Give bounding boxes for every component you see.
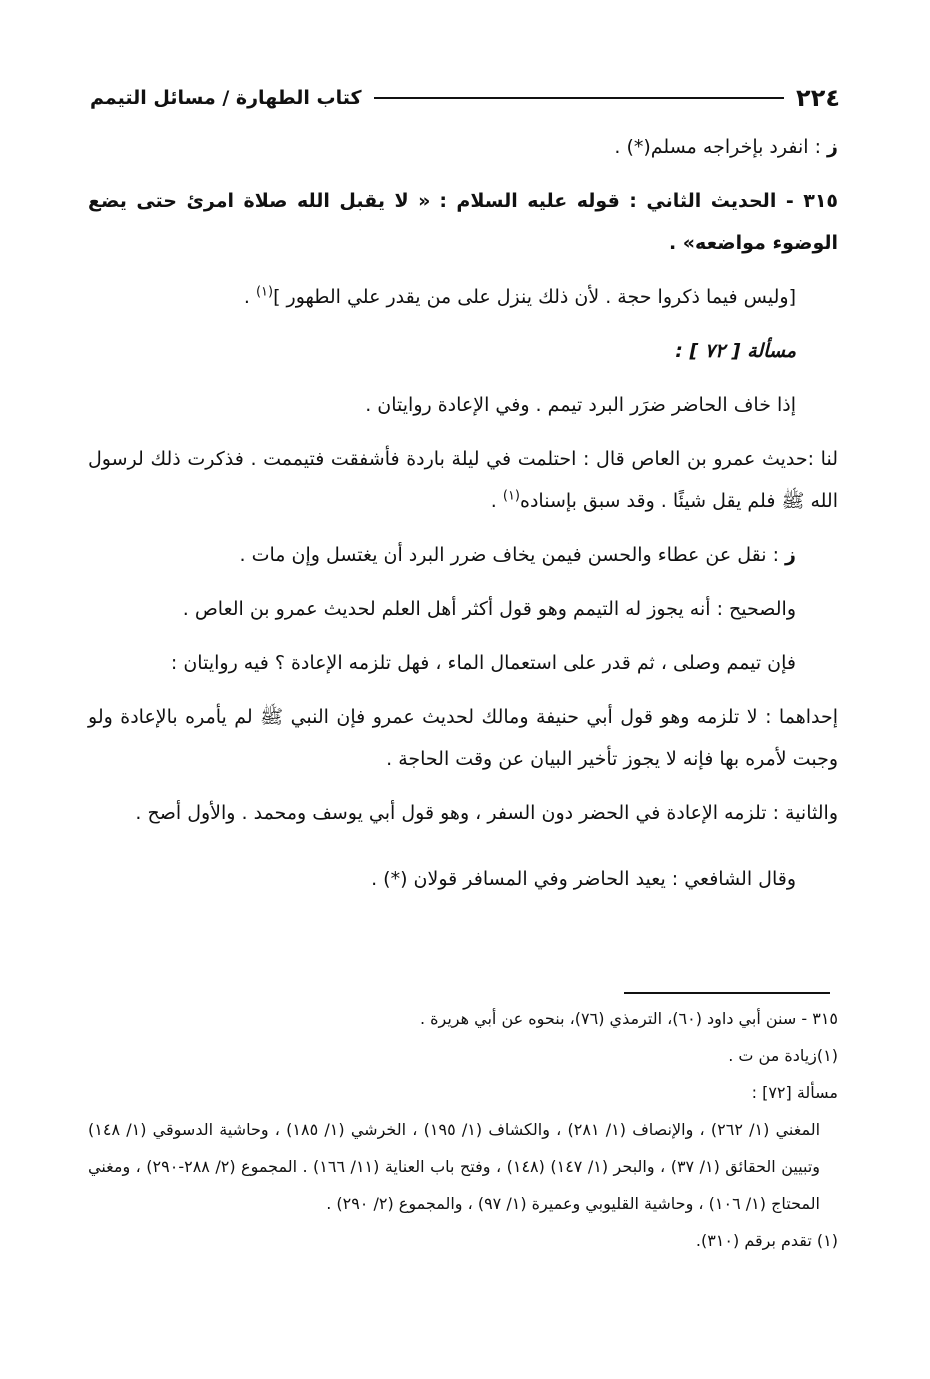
hadith-text: « لا يقبل الله صلاة امرئ حتى يضع الوضوء مواضعه» . (88, 190, 838, 254)
paragraph-narrator-report (88, 528, 838, 582)
footnote-ref: (١) (502, 488, 520, 504)
paragraph-hadith-315 (88, 174, 838, 270)
footnote-issue-references: المغني (١/ ٢٦٢) ، والإنصاف (١/ ٢٨١) ، والكشاف (١/ ١٩٥) ، الخرشي (١/ ١٨٥) ، وحاشية الدسوقي (١/ ١٤٨) وتبيين الحقائق (١/ ٣٧) ، والبحر (١/ ١٤٧) (١٤٨) ، وفتح باب العناية (١١/ ١٦٦) . المجموع (٢/ ٢٨٨-٢٩٠) ، ومغني المحتاج (١/ ١٠٦) ، وحاشية القليوبي وعميرة (١/ ٩٧) ، والمجموع (٢/ ٢٩٠) . (88, 1120, 821, 1213)
footnote-separator (624, 992, 830, 994)
paragraph-issue-statement (88, 378, 838, 432)
paragraph-addition (88, 270, 838, 324)
issue-heading: مسألة [ ٧٢ ] : (675, 340, 796, 362)
running-header (90, 78, 840, 118)
paragraph-text: : نقل عن عطاء والحسن فيمن يخاف ضرر البرد أن يغتسل وإن مات . (239, 544, 779, 566)
paragraph-tail: . (243, 286, 256, 308)
paragraph-text: والثانية : تلزمه الإعادة في الحضر دون السفر ، وهو قول أبي يوسف ومحمد . والأول أصح . (135, 802, 838, 824)
footnote-addition-source: (١)زيادة من ت . (728, 1046, 838, 1065)
header-rule (374, 97, 785, 99)
paragraph-text: والصحيح : أنه يجوز له التيمم وهو قول أكثر أهل العلم لحديث عمرو بن العاص . (182, 598, 796, 620)
paragraph-shafii (88, 852, 838, 906)
paragraph-second-narration (88, 786, 838, 852)
footnote-ref: (١) (255, 284, 274, 300)
page-number: ٢٢٤ (796, 84, 840, 112)
main-text (88, 120, 838, 906)
paragraph-text: لنا :حديث عمرو بن العاص قال : احتلمت في ليلة باردة فأشفقت فتيممت . فذكرت ذلك لرسول الله ﷺ فلم يقل شيئًا . وقد سبق بإسناده (88, 448, 838, 512)
hadith-number: ٣١٥ - الحديث الثاني : قوله عليه السلام : (439, 190, 839, 212)
paragraph-text: [وليس فيما ذكروا حجة . لأن ذلك ينزل على من يقدر علي الطهور ] (273, 286, 796, 308)
paragraph-text: إحداهما : لا تلزمه وهو قول أبي حنيفة ومالك لحديث عمرو فإن النبي ﷺ لم يأمره بالإعادة ولو وجبت لأمره بها فإنه لا يجوز تأخير البيان عن وقت الحاجة . (88, 706, 838, 770)
footnote-cross-reference: (١) تقدم برقم (٣١٠). (695, 1231, 838, 1250)
footnote-issue-heading: مسألة [٧٢] : (751, 1083, 838, 1102)
narrator-mark: ز (785, 544, 796, 566)
footnote-hadith-sources: ٣١٥ - سنن أبي داود (٦٠)، الترمذي (٧٦)، بنحوه عن أبي هريرة . (419, 1009, 838, 1028)
book-title: كتاب الطهارة / مسائل التيمم (90, 87, 362, 109)
paragraph-text: : انفرد بإخراجه مسلم(*) . (614, 136, 821, 158)
paragraph-first-narration (88, 690, 838, 786)
paragraph-tail: . (490, 490, 503, 512)
paragraph-question (88, 636, 838, 690)
paragraph-text: وقال الشافعي : يعيد الحاضر وفي المسافر قولان (*) . (371, 868, 796, 890)
paragraph-text: فإن تيمم وصلى ، ثم قدر على استعمال الماء ، فهل تلزمه الإعادة ؟ فيه روايتان : (170, 652, 796, 674)
paragraph-evidence (88, 432, 838, 528)
paragraph-correct-view (88, 582, 838, 636)
paragraph-text: إذا خاف الحاضر ضرَر البرد تيمم . وفي الإعادة روايتان . (365, 394, 796, 416)
paragraph-narrator-note (88, 120, 838, 174)
narrator-mark: ز (827, 136, 838, 158)
footnotes (88, 1000, 838, 1259)
